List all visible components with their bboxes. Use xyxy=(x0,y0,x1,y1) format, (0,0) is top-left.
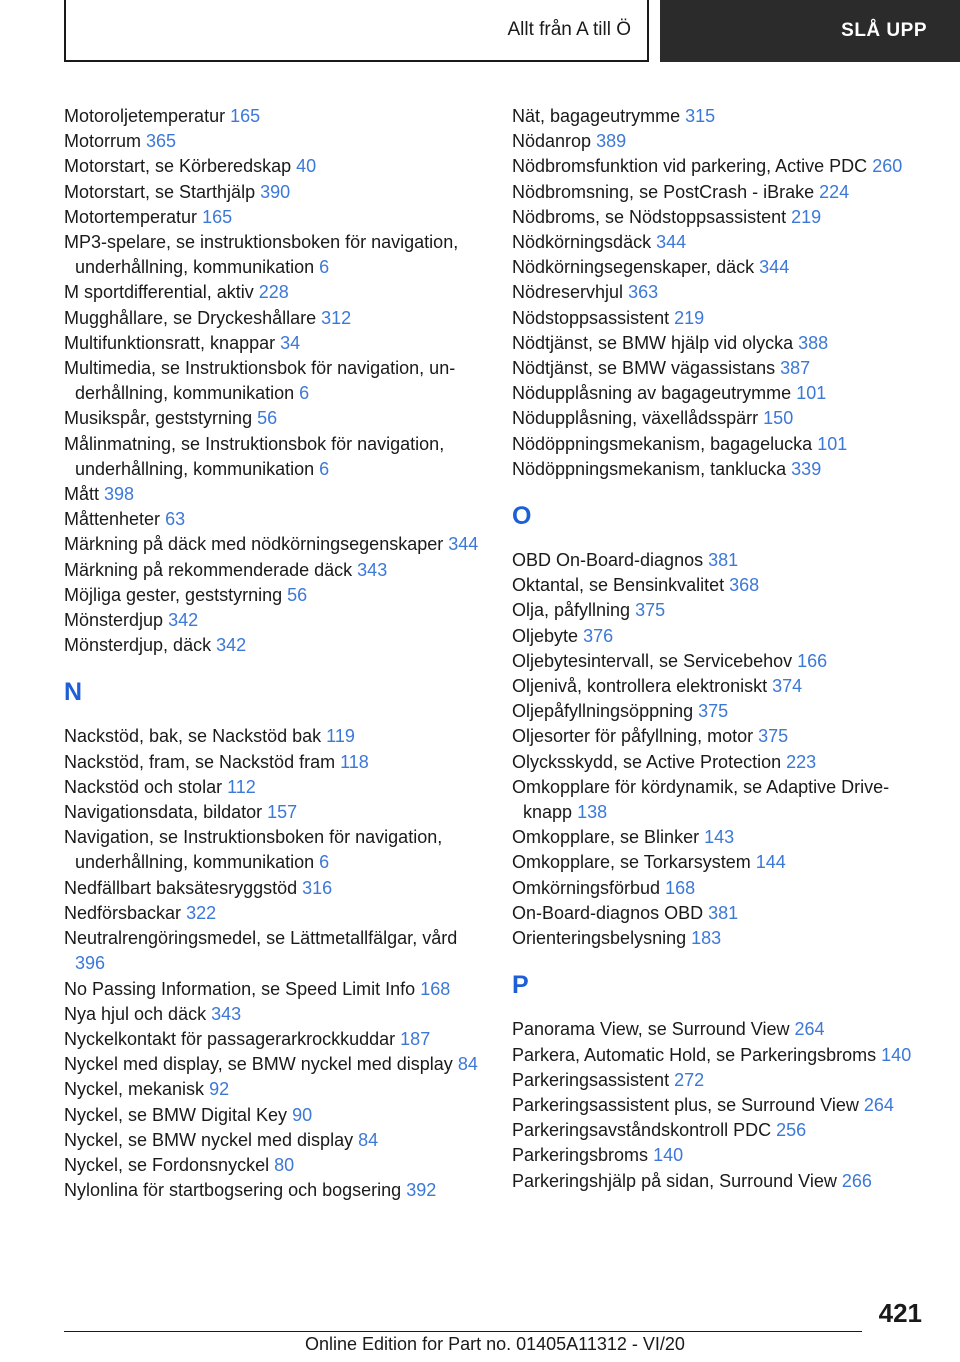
page-reference-link[interactable]: 388 xyxy=(798,332,829,353)
index-entry-text: Nät, bagageutrymme xyxy=(512,106,681,126)
page-reference-link[interactable]: 272 xyxy=(674,1069,705,1090)
index-entry-text: Omkopplare, se Blinker xyxy=(512,827,700,848)
index-entry xyxy=(64,432,484,482)
index-entry xyxy=(512,457,932,482)
page-reference-link[interactable]: 140 xyxy=(881,1044,912,1065)
index-entry-text: Nackstöd, bak, se Nackstöd bak xyxy=(64,726,322,747)
index-entry xyxy=(512,432,932,457)
index-entry-text: Nyckelkontakt för passagerarkrockkuddar xyxy=(64,1028,396,1049)
index-entry xyxy=(512,598,932,623)
page-reference-link[interactable]: 344 xyxy=(656,232,687,253)
index-entry xyxy=(64,230,484,280)
index-entry-text: Olycksskydd, se Active Protection xyxy=(512,751,782,772)
index-entry-text: Oljebyte xyxy=(512,625,579,646)
index-entry xyxy=(512,674,932,699)
index-entry xyxy=(512,825,932,850)
index-entry xyxy=(512,573,932,598)
page-reference-link[interactable]: 342 xyxy=(216,635,247,656)
page-reference-link[interactable]: 6 xyxy=(319,458,330,479)
index-entry xyxy=(64,825,484,875)
page-reference-link[interactable]: 84 xyxy=(358,1129,379,1150)
page-reference-link[interactable]: 143 xyxy=(704,827,735,848)
index-entry-text: M sportdifferential, aktiv xyxy=(64,282,254,303)
index-entry-text: Musikspår, geststyrning xyxy=(64,408,253,429)
index-entry-text: Panorama View, se Surround View xyxy=(512,1019,790,1040)
index-entry xyxy=(512,699,932,724)
index-entry-text: Oktantal, se Bensinkvalitet xyxy=(512,575,725,596)
index-entry-text: Mugghållare, se Dryckeshållare xyxy=(64,307,317,328)
index-column-left xyxy=(64,104,484,1203)
index-entry xyxy=(512,1068,932,1093)
index-entry-text: Nödbroms, se Nödstoppsassistent xyxy=(512,206,787,227)
page-reference-link[interactable]: 84 xyxy=(457,1054,478,1075)
index-entry-text: Nödkörningsegenskaper, däck xyxy=(512,257,755,278)
page-reference-link[interactable]: 56 xyxy=(257,408,278,429)
page-reference-link[interactable]: 92 xyxy=(209,1079,230,1100)
page-reference-link[interactable]: 165 xyxy=(202,206,233,227)
page-reference-link[interactable]: 6 xyxy=(299,383,310,404)
index-entry xyxy=(512,1143,932,1168)
index-entry-text: Parkeringsassistent xyxy=(512,1069,670,1090)
page-reference-link[interactable]: 387 xyxy=(780,358,811,379)
page-reference-link[interactable]: 398 xyxy=(104,484,135,505)
index-entry xyxy=(512,280,932,305)
index-entry-text: Oljepåfyllningsöppning xyxy=(512,701,694,722)
page-reference-link[interactable]: 390 xyxy=(260,181,291,202)
index-entry-text: Orienteringsbelysning xyxy=(512,928,687,949)
index-entry-text: Nya hjul och däck xyxy=(64,1003,207,1024)
index-entry xyxy=(64,356,484,406)
index-entry xyxy=(64,154,484,179)
index-entry-text: Nyckel, mekanisk xyxy=(64,1079,205,1100)
page-reference-link[interactable]: 6 xyxy=(319,852,330,873)
index-entry-text: Nyckel, se BMW Digital Key xyxy=(64,1104,288,1125)
index-entry xyxy=(64,306,484,331)
index-entry-text: Mönsterdjup xyxy=(64,610,164,631)
index-entry-text: Nödupplåsning, växellådsspärr xyxy=(512,408,759,429)
index-entry xyxy=(64,180,484,205)
index-entry xyxy=(512,1043,932,1068)
page-reference-link[interactable]: 342 xyxy=(168,610,199,631)
index-entry xyxy=(64,633,484,658)
page-reference-link[interactable]: 34 xyxy=(280,332,301,353)
page-reference-link[interactable]: 322 xyxy=(186,902,217,923)
page-reference-link[interactable]: 63 xyxy=(165,509,186,530)
index-entry-text: Nödöppningsmekanism, tanklucka xyxy=(512,458,787,479)
page-reference-link[interactable]: 165 xyxy=(230,106,261,126)
index-entry xyxy=(64,482,484,507)
index-entry xyxy=(512,876,932,901)
index-entry-text: Multimedia, se Instruktionsbok för navigation, underhållning, kommunikation xyxy=(64,358,456,404)
page-number: 421 xyxy=(878,1298,922,1328)
tab-lookup[interactable] xyxy=(660,0,960,62)
index-entry xyxy=(64,750,484,775)
index-entry-text: Nödtjänst, se BMW vägassistans xyxy=(512,358,776,379)
index-entry xyxy=(64,724,484,749)
page-reference-link[interactable]: 138 xyxy=(577,802,608,823)
index-entry xyxy=(512,205,932,230)
index-entry-text: Motorstart, se Körberedskap xyxy=(64,156,292,177)
index-entry xyxy=(512,129,932,154)
index-entry-text: No Passing Information, se Speed Limit Info xyxy=(64,978,416,999)
index-entry-text: Oljesorter för påfyllning, motor xyxy=(512,726,754,747)
index-entry-text: Olja, påfyllning xyxy=(512,600,631,621)
page-reference-link[interactable]: 168 xyxy=(665,877,696,898)
index-entry xyxy=(512,104,932,129)
page-reference-link[interactable]: 375 xyxy=(635,600,666,621)
page-reference-link[interactable]: 101 xyxy=(817,433,848,454)
index-entry-text: Navigationsdata, bildator xyxy=(64,802,263,823)
page-reference-link[interactable]: 376 xyxy=(583,625,614,646)
tab-index-a-to-o[interactable] xyxy=(64,0,649,62)
index-entry-text: Nödöppningsmekanism, bagagelucka xyxy=(512,433,813,454)
index-entry-text: Neutralrengöringsmedel, se Lättmetallfälgar, vård xyxy=(64,928,458,949)
index-entry xyxy=(64,406,484,431)
page-reference-link[interactable]: 219 xyxy=(674,307,705,328)
index-entry xyxy=(512,1118,932,1143)
index-entry-text: On-Board-diagnos OBD xyxy=(512,902,704,923)
index-entry xyxy=(64,1077,484,1102)
index-entry-text: Mönsterdjup, däck xyxy=(64,635,212,656)
section-letter: P xyxy=(512,971,529,1000)
index-entry xyxy=(512,331,932,356)
index-entry-text: Nyckel, se BMW nyckel med display xyxy=(64,1129,354,1150)
index-entry xyxy=(64,331,484,356)
index-entry-text: Motortemperatur xyxy=(64,206,198,227)
section-letter: N xyxy=(64,678,83,707)
page-reference-link[interactable]: 392 xyxy=(406,1180,437,1201)
index-entry xyxy=(512,406,932,431)
index-entry-text: Nyckel med display, se BMW nyckel med display xyxy=(64,1054,453,1075)
index-entry-text: Märkning på rekommenderade däck xyxy=(64,559,353,580)
index-entry-text: Målinmatning, se Instruktionsbok för navigation, underhållning, kommunikation xyxy=(64,433,445,479)
index-entry xyxy=(512,154,932,179)
page-reference-link[interactable]: 56 xyxy=(287,584,308,605)
page-reference-link[interactable]: 264 xyxy=(863,1094,894,1115)
index-entry xyxy=(64,775,484,800)
index-entry xyxy=(64,901,484,926)
index-entry-text: MP3-spelare, se instruktionsboken för navigation, underhållning, kommunikation xyxy=(64,232,459,278)
index-entry-text: Motorstart, se Starthjälp xyxy=(64,181,256,202)
index-entry xyxy=(64,205,484,230)
index-entry xyxy=(64,608,484,633)
page-reference-link[interactable]: 315 xyxy=(685,106,716,126)
index-entry xyxy=(64,926,484,976)
index-entry xyxy=(512,850,932,875)
index-entry xyxy=(64,977,484,1002)
index-entry xyxy=(512,255,932,280)
page-reference-link[interactable]: 344 xyxy=(759,257,790,278)
index-entry xyxy=(512,306,932,331)
index-entry xyxy=(64,1002,484,1027)
page-reference-link[interactable]: 90 xyxy=(292,1104,313,1125)
index-entry-text: Parkeringsassistent plus, se Surround View xyxy=(512,1094,859,1115)
section-letter: O xyxy=(512,502,532,531)
index-entry xyxy=(512,1017,932,1042)
page-reference-link[interactable]: 375 xyxy=(758,726,789,747)
page-reference-link[interactable]: 316 xyxy=(302,877,333,898)
index-entry-text: Nödtjänst, se BMW hjälp vid olycka xyxy=(512,332,794,353)
index-entry xyxy=(64,1153,484,1178)
page-reference-link[interactable]: 266 xyxy=(841,1170,872,1191)
index-entry xyxy=(64,507,484,532)
index-entry-text: Omkopplare för kördynamik, se Adaptive Driveknapp xyxy=(512,776,890,823)
index-entry xyxy=(512,901,932,926)
index-entry-text: Möjliga gester, geststyrning xyxy=(64,584,283,605)
index-entry-text: Nödstoppsassistent xyxy=(512,307,670,328)
index-entry xyxy=(64,280,484,305)
edition-text: Online Edition for Part no. 01405A11312 - VI/20 xyxy=(305,1334,685,1354)
page-reference-link[interactable]: 374 xyxy=(772,676,803,697)
page-reference-link[interactable]: 260 xyxy=(872,156,903,177)
index-entry xyxy=(512,926,932,951)
index-entry-text: Parkeringshjälp på sidan, Surround View xyxy=(512,1170,837,1191)
index-entry-text: Nödbromsning, se PostCrash - iBrake xyxy=(512,181,815,202)
index-entry xyxy=(512,230,932,255)
page-reference-link[interactable]: 119 xyxy=(326,726,355,747)
page-reference-link[interactable]: 368 xyxy=(729,575,760,596)
page-reference-link[interactable]: 118 xyxy=(340,751,369,772)
page-reference-link[interactable]: 80 xyxy=(274,1154,295,1175)
footer-divider xyxy=(64,1331,862,1332)
index-entry-text: Nödreservhjul xyxy=(512,282,624,303)
index-entry xyxy=(512,750,932,775)
index-entry-text: Nödbromsfunktion vid parkering, Active PDC xyxy=(512,156,868,177)
index-entry xyxy=(512,356,932,381)
page-reference-link[interactable]: 6 xyxy=(319,257,330,278)
index-entry-text: Nylonlina för startbogsering och bogsering xyxy=(64,1180,402,1201)
page-reference-link[interactable]: 343 xyxy=(211,1003,242,1024)
page-reference-link[interactable]: 339 xyxy=(791,458,822,479)
page-reference-link[interactable]: 219 xyxy=(791,206,822,227)
index-entry-text: Parkeringsavståndskontroll PDC xyxy=(512,1120,772,1141)
index-entry-text: Oljebytesintervall, se Servicebehov xyxy=(512,650,793,671)
index-entry-text: Märkning på däck med nödkörningsegenskaper xyxy=(64,534,444,555)
page-reference-link[interactable]: 166 xyxy=(797,650,828,671)
index-entry xyxy=(512,180,932,205)
index-entry-text: Motoroljetemperatur xyxy=(64,106,226,126)
index-entry-text: Parkera, Automatic Hold, se Parkeringsbroms xyxy=(512,1044,877,1065)
page-reference-link[interactable]: 343 xyxy=(357,559,388,580)
index-entry-text: Navigation, se Instruktionsboken för navigation, underhållning, kommunikation xyxy=(64,827,443,873)
index-entry-text: Mått xyxy=(64,484,100,505)
page-reference-link[interactable]: 101 xyxy=(796,383,827,404)
index-entry xyxy=(64,583,484,608)
page-reference-link[interactable]: 112 xyxy=(227,776,256,797)
tab-lookup-label: SLÅ UPP xyxy=(841,20,927,41)
index-entry xyxy=(64,129,484,154)
index-entry-text: Motorrum xyxy=(64,131,142,152)
index-entry xyxy=(512,1093,932,1118)
index-entry xyxy=(64,1027,484,1052)
index-entry-text: Nedfällbart baksätesryggstöd xyxy=(64,877,298,898)
page-reference-link[interactable]: 168 xyxy=(420,978,451,999)
page-reference-link[interactable]: 183 xyxy=(691,928,722,949)
index-entry xyxy=(512,381,932,406)
page-reference-link[interactable]: 228 xyxy=(258,282,289,303)
index-entry-text: Nödupplåsning av bagageutrymme xyxy=(512,383,792,404)
page-reference-link[interactable]: 144 xyxy=(755,852,786,873)
page-reference-link[interactable]: 140 xyxy=(653,1145,684,1166)
index-entry-text: Måttenheter xyxy=(64,509,161,530)
index-column-right xyxy=(512,104,932,1194)
index-entry-text: Nyckel, se Fordonsnyckel xyxy=(64,1154,270,1175)
index-entry xyxy=(64,532,484,557)
index-entry-text: Nedförsbackar xyxy=(64,902,182,923)
index-entry xyxy=(512,1169,932,1194)
page-reference-link[interactable]: 363 xyxy=(628,282,659,303)
index-entry xyxy=(512,649,932,674)
index-entry-text: Nackstöd, fram, se Nackstöd fram xyxy=(64,751,336,772)
index-entry-text: Nödanrop xyxy=(512,131,592,152)
index-entry-text: Nackstöd och stolar xyxy=(64,776,223,797)
index-entry xyxy=(64,1103,484,1128)
page-reference-link[interactable]: 40 xyxy=(296,156,317,177)
page-reference-link[interactable]: 375 xyxy=(698,701,729,722)
index-entry-text: Omkörningsförbud xyxy=(512,877,661,898)
page-reference-link[interactable]: 396 xyxy=(75,953,106,974)
page-reference-link[interactable]: 389 xyxy=(596,131,627,152)
index-entry xyxy=(512,724,932,749)
index-entry-text: Multifunktionsratt, knappar xyxy=(64,332,276,353)
index-entry-text: Nödkörningsdäck xyxy=(512,232,652,253)
index-entry xyxy=(64,104,484,129)
index-entry-text: OBD On-Board-diagnos xyxy=(512,550,704,571)
index-entry xyxy=(512,624,932,649)
page-reference-link[interactable]: 365 xyxy=(146,131,177,152)
index-entry-text: Oljenivå, kontrollera elektroniskt xyxy=(512,676,768,697)
index-entry xyxy=(64,876,484,901)
index-entry xyxy=(512,548,932,573)
page-reference-link[interactable]: 223 xyxy=(786,751,817,772)
page-reference-link[interactable]: 224 xyxy=(819,181,850,202)
index-entry xyxy=(64,800,484,825)
index-entry-text: Omkopplare, se Torkarsystem xyxy=(512,852,751,873)
page-reference-link[interactable]: 157 xyxy=(267,802,298,823)
page-reference-link[interactable]: 256 xyxy=(776,1120,807,1141)
page-reference-link[interactable]: 312 xyxy=(321,307,352,328)
index-entry xyxy=(64,1052,484,1077)
index-entry-text: Parkeringsbroms xyxy=(512,1145,649,1166)
page-reference-link[interactable]: 264 xyxy=(794,1019,825,1040)
page-reference-link[interactable]: 381 xyxy=(708,902,739,923)
index-entry xyxy=(64,558,484,583)
index-entry xyxy=(512,775,932,825)
page-reference-link[interactable]: 344 xyxy=(448,534,479,555)
page-reference-link[interactable]: 187 xyxy=(400,1028,431,1049)
index-entry xyxy=(64,1128,484,1153)
page-reference-link[interactable]: 150 xyxy=(763,408,794,429)
index-entry xyxy=(64,1178,484,1203)
page-reference-link[interactable]: 381 xyxy=(708,550,739,571)
tab-index-label: Allt från A till Ö xyxy=(507,19,631,40)
